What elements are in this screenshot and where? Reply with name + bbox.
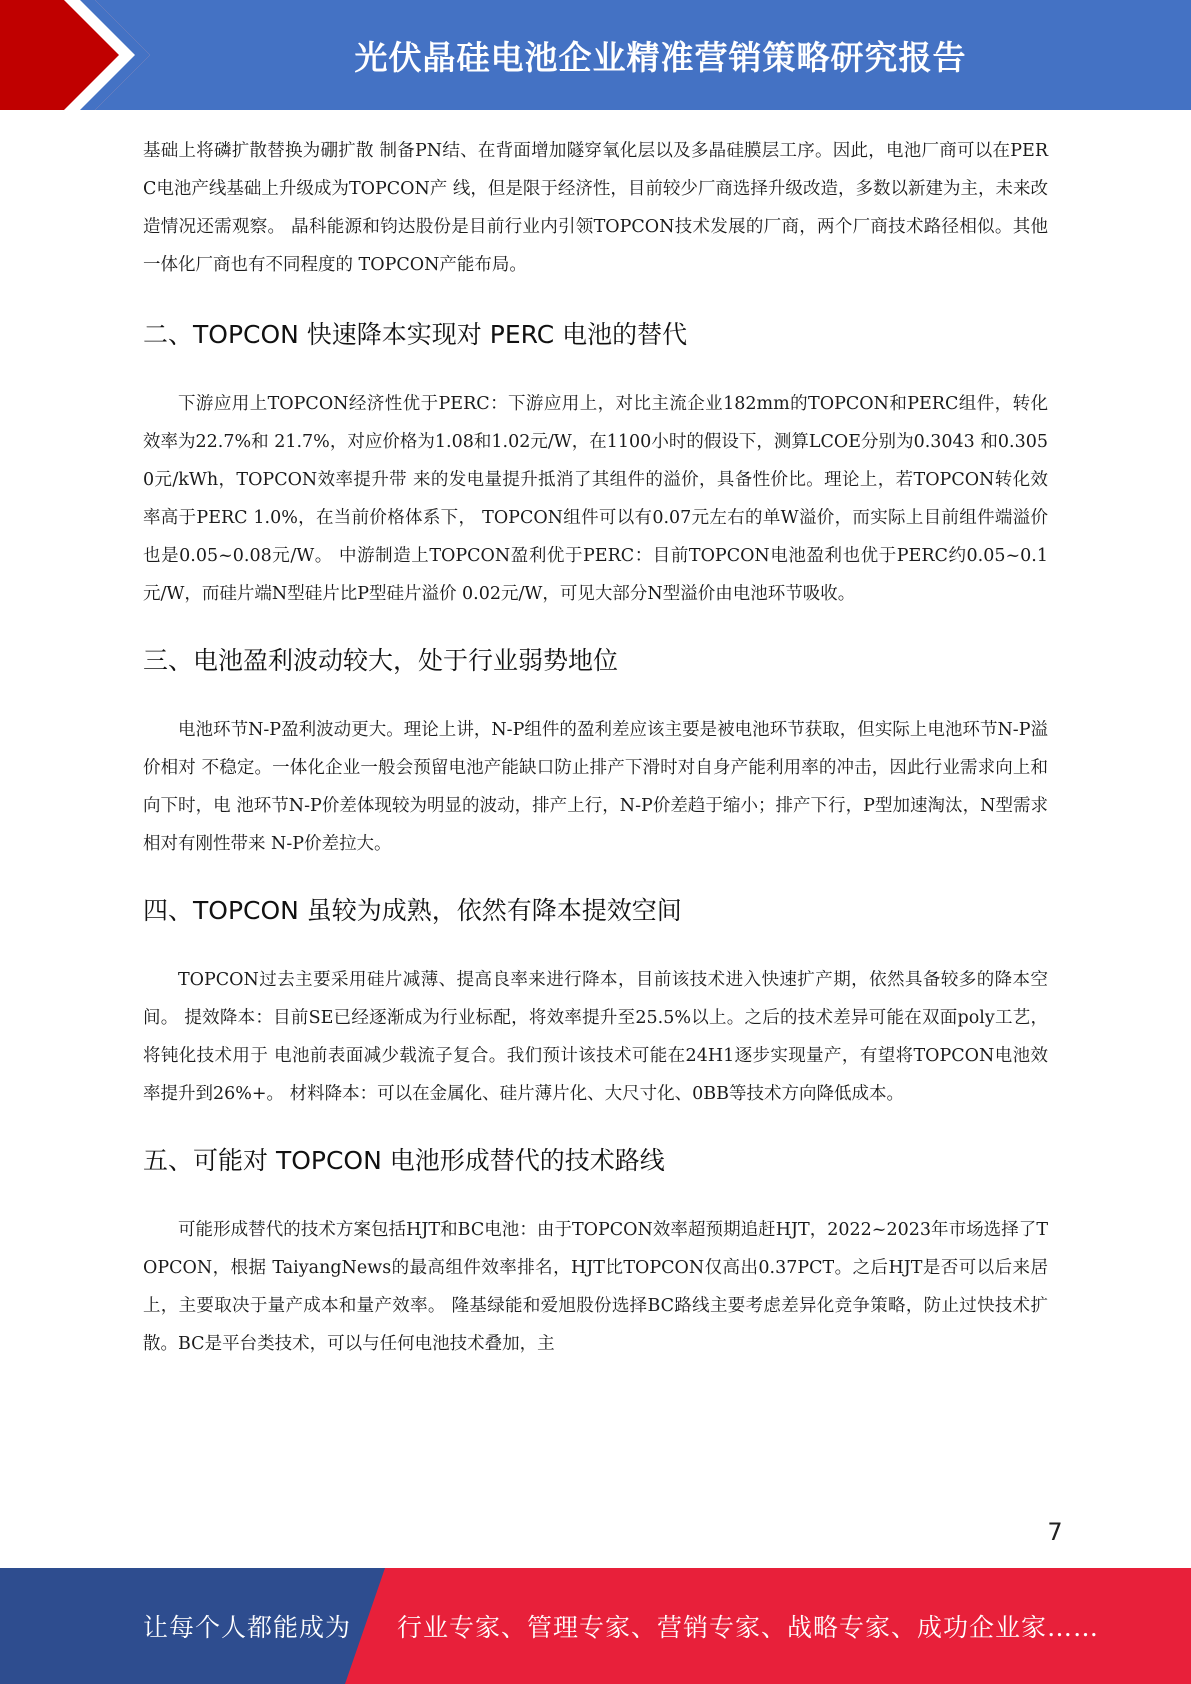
page-header bbox=[0, 0, 1191, 110]
section-paragraph-5: 可能形成替代的技术方案包括HJT和BC电池：由于TOPCON效率超预期追赶HJT，2022~2023年市场选择了TOPCON，根据 TaiyangNews的最高组件效率排名，HJT比TOPCON仅高出0.37PCT。之后HJT是否可以后来居上，主要取决于量产成本和量产效率。 隆基绿能和爱旭股份选择BC路线主要考虑差异化竞争策略，防止过快技术扩散。BC是平台类技术，可以与任何电池技术叠加，主 bbox=[143, 1220, 1048, 1354]
header-arrow-decoration bbox=[0, 0, 150, 110]
footer-slogan-right: 行业专家、管理专家、营销专家、战略专家、成功企业家…… bbox=[397, 1613, 1100, 1642]
section-heading-3: 三、电池盈利波动较大，处于行业弱势地位 bbox=[143, 646, 619, 675]
report-title: 光伏晶硅电池企业精准营销策略研究报告 bbox=[354, 37, 967, 77]
section-paragraph-2: 下游应用上TOPCON经济性优于PERC：下游应用上，对比主流企业182mm的TOPCON和PERC组件，转化效率为22.7%和 21.7%，对应价格为1.08和1.02元/W，在1100小时的假设下，测算LCOE分别为0.3043 和0.3050元/kWh，TOPCON效率提升带 来的发电量提升抵消了其组件的溢价，具备性价比。理论上，若TOPCON转化效率高于PERC 1.0%，在当前价格体系下， TOPCON组件可以有0.07元左右的单W溢价，而实际上目前组件端溢价也是0.05~0.08元/W。 中游制造上TOPCON盈利优于PERC：目前TOPCON电池盈利也优于PERC约0.05~0.1元/W，而硅片端N型硅片比P型硅片溢价 0.02元/W，可见大部分N型溢价由电池环节吸收。 bbox=[143, 394, 1048, 604]
section-heading-5: 五、可能对 TOPCON 电池形成替代的技术路线 bbox=[143, 1146, 665, 1175]
page-footer bbox=[0, 1568, 1191, 1684]
section-heading-4: 四、TOPCON 虽较为成熟，依然有降本提效空间 bbox=[143, 896, 682, 925]
section-paragraph-3: 电池环节N-P盈利波动更大。理论上讲，N-P组件的盈利差应该主要是被电池环节获取，但实际上电池环节N-P溢价相对 不稳定。一体化企业一般会预留电池产能缺口防止排产下滑时对自身产能利用率的冲击，因此行业需求向上和向下时，电 池环节N-P价差体现较为明显的波动，排产上行，N-P价差趋于缩小；排产下行，P型加速淘汰，N型需求相对有刚性带来 N-P价差拉大。 bbox=[143, 720, 1048, 854]
section-paragraph-4: TOPCON过去主要采用硅片减薄、提高良率来进行降本，目前该技术进入快速扩产期，依然具备较多的降本空间。 提效降本：目前SE已经逐渐成为行业标配，将效率提升至25.5%以上。之后的技术差异可能在双面poly工艺，将钝化技术用于 电池前表面减少载流子复合。我们预计该技术可能在24H1逐步实现量产，有望将TOPCON电池效率提升到26%+。 材料降本：可以在金属化、硅片薄片化、大尺寸化、0BB等技术方向降低成本。 bbox=[143, 970, 1048, 1104]
section-heading-2: 二、TOPCON 快速降本实现对 PERC 电池的替代 bbox=[143, 320, 688, 349]
footer-slogan-left: 让每个人都能成为 bbox=[143, 1613, 352, 1642]
intro-paragraph: 基础上将磷扩散替换为硼扩散 制备PN结、在背面增加隧穿氧化层以及多晶硅膜层工序。因此，电池厂商可以在PERC电池产线基础上升级成为TOPCON产 线，但是限于经济性，目前较少厂商选择升级改造，多数以新建为主，未来改造情况还需观察。 晶科能源和钧达股份是目前行业内引领TOPCON技术发展的厂商，两个厂商技术路径相似。其他一体化厂商也有不同程度的 TOPCON产能布局。 bbox=[143, 141, 1048, 275]
page-content bbox=[143, 132, 1048, 1363]
page-number: 7 bbox=[1047, 1518, 1063, 1546]
